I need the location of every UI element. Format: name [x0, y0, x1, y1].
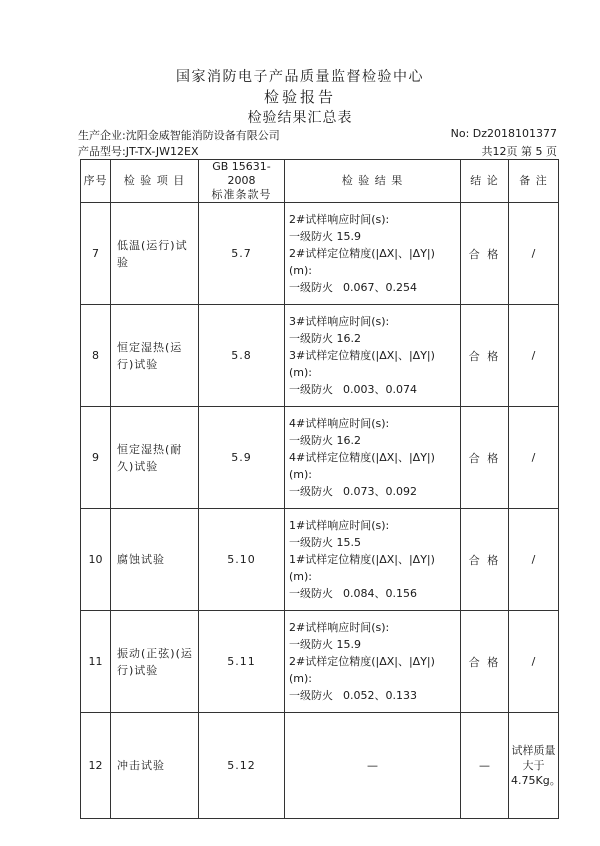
result-level: 一级防火: [289, 434, 333, 447]
doc-type-title: 检验报告: [263, 88, 336, 106]
result-line: 2#试样响应时间(s):: [289, 621, 390, 634]
page-count: 共12页 第 5 页: [481, 145, 557, 158]
row-conclusion: 合 格: [461, 611, 509, 713]
row-note: 试样质量大于4.75Kg。: [509, 713, 559, 819]
row-result: [285, 305, 461, 407]
result-level: 一级防火: [289, 689, 333, 702]
row-no: 8: [81, 305, 111, 407]
table-row: [81, 509, 559, 611]
row-note: /: [509, 203, 559, 305]
result-value: 0.003、0.074: [343, 383, 417, 396]
row-note: /: [509, 305, 559, 407]
header-standard-line2: 标准条款号: [211, 188, 272, 201]
row-no: 12: [81, 713, 111, 819]
company-label: 生产企业:: [78, 129, 126, 142]
result-line: 2#试样定位精度(|ΔX|、|ΔY|): [289, 655, 435, 668]
row-conclusion: 合 格: [461, 509, 509, 611]
result-line: 1#试样定位精度(|ΔX|、|ΔY|): [289, 553, 435, 566]
row-clause: 5.12: [199, 713, 285, 819]
row-result: [285, 611, 461, 713]
result-line: (m):: [289, 264, 313, 277]
result-line: [289, 432, 460, 449]
result-value: 16.2: [336, 332, 361, 345]
row-item: 恒定湿热(运行)试验: [111, 305, 199, 407]
row-clause: 5.7: [199, 203, 285, 305]
row-note: /: [509, 611, 559, 713]
row-item: 腐蚀试验: [111, 509, 199, 611]
header-standard: [199, 160, 285, 203]
row-result: [285, 509, 461, 611]
table-row: [81, 611, 559, 713]
header-note: 备 注: [509, 160, 559, 203]
row-conclusion: 合 格: [461, 407, 509, 509]
row-clause: 5.8: [199, 305, 285, 407]
result-line: 1#试样响应时间(s):: [289, 519, 390, 532]
row-conclusion: 合 格: [461, 305, 509, 407]
result-line: (m):: [289, 672, 313, 685]
report-number: No: Dz2018101377: [450, 127, 557, 140]
result-line: (m):: [289, 570, 313, 583]
result-line: (m):: [289, 468, 313, 481]
result-level: 一级防火: [289, 332, 333, 345]
company-name: 沈阳金威智能消防设备有限公司: [125, 129, 280, 142]
result-line: 4#试样定位精度(|ΔX|、|ΔY|): [289, 451, 435, 464]
model-label: 产品型号:: [78, 145, 126, 158]
result-level: 一级防火: [289, 383, 333, 396]
result-line: 3#试样定位精度(|ΔX|、|ΔY|): [289, 349, 435, 362]
results-table: [80, 159, 559, 819]
result-level: 一级防火: [289, 587, 333, 600]
row-no: 9: [81, 407, 111, 509]
result-line: [289, 381, 460, 398]
header-item: 检 验 项 目: [111, 160, 199, 203]
table-row: [81, 407, 559, 509]
result-line: 2#试样定位精度(|ΔX|、|ΔY|): [289, 247, 435, 260]
result-value: 15.9: [336, 230, 361, 243]
row-item: 振动(正弦)(运行)试验: [111, 611, 199, 713]
row-result: [285, 203, 461, 305]
row-item: 冲击试验: [111, 713, 199, 819]
row-clause: 5.10: [199, 509, 285, 611]
row-item: 恒定湿热(耐久)试验: [111, 407, 199, 509]
model-line: [78, 143, 199, 159]
header-conclusion: 结 论: [461, 160, 509, 203]
result-line: [289, 228, 460, 245]
result-level: 一级防火: [289, 281, 333, 294]
row-no: 10: [81, 509, 111, 611]
result-line: 4#试样响应时间(s):: [289, 417, 390, 430]
row-conclusion: 合 格: [461, 203, 509, 305]
table-row: [81, 203, 559, 305]
result-value: 0.052、0.133: [343, 689, 417, 702]
result-line: 2#试样响应时间(s):: [289, 213, 390, 226]
row-result: [285, 407, 461, 509]
table-row: [81, 305, 559, 407]
result-line: 3#试样响应时间(s):: [289, 315, 390, 328]
result-line: [289, 687, 460, 704]
result-line: [289, 585, 460, 602]
org-title: 国家消防电子产品质量监督检验中心: [176, 69, 424, 85]
result-level: 一级防火: [289, 638, 333, 651]
row-no: 11: [81, 611, 111, 713]
row-item: 低温(运行)试验: [111, 203, 199, 305]
row-conclusion: —: [461, 713, 509, 819]
header-standard-line1: GB 15631-2008: [212, 160, 271, 187]
result-line: [289, 330, 460, 347]
row-note: /: [509, 509, 559, 611]
result-value: 0.084、0.156: [343, 587, 417, 600]
company-line: [78, 127, 280, 143]
result-value: 0.073、0.092: [343, 485, 417, 498]
result-value: 0.067、0.254: [343, 281, 417, 294]
result-line: [289, 534, 460, 551]
result-level: 一级防火: [289, 230, 333, 243]
result-level: 一级防火: [289, 485, 333, 498]
row-note: /: [509, 407, 559, 509]
table-header-row: [81, 160, 559, 203]
header-result: 检 验 结 果: [285, 160, 461, 203]
result-line: [289, 483, 460, 500]
header-no: 序号: [81, 160, 111, 203]
summary-title: 检验结果汇总表: [247, 110, 353, 126]
result-value: 16.2: [336, 434, 361, 447]
result-level: 一级防火: [289, 536, 333, 549]
row-no: 7: [81, 203, 111, 305]
table-row: [81, 713, 559, 819]
result-line: [289, 279, 460, 296]
row-clause: 5.11: [199, 611, 285, 713]
result-line: (m):: [289, 366, 313, 379]
row-result-dash: —: [285, 713, 461, 819]
row-clause: 5.9: [199, 407, 285, 509]
model-value: JT-TX-JW12EX: [125, 145, 199, 158]
result-value: 15.5: [336, 536, 361, 549]
result-value: 15.9: [336, 638, 361, 651]
result-line: [289, 636, 460, 653]
